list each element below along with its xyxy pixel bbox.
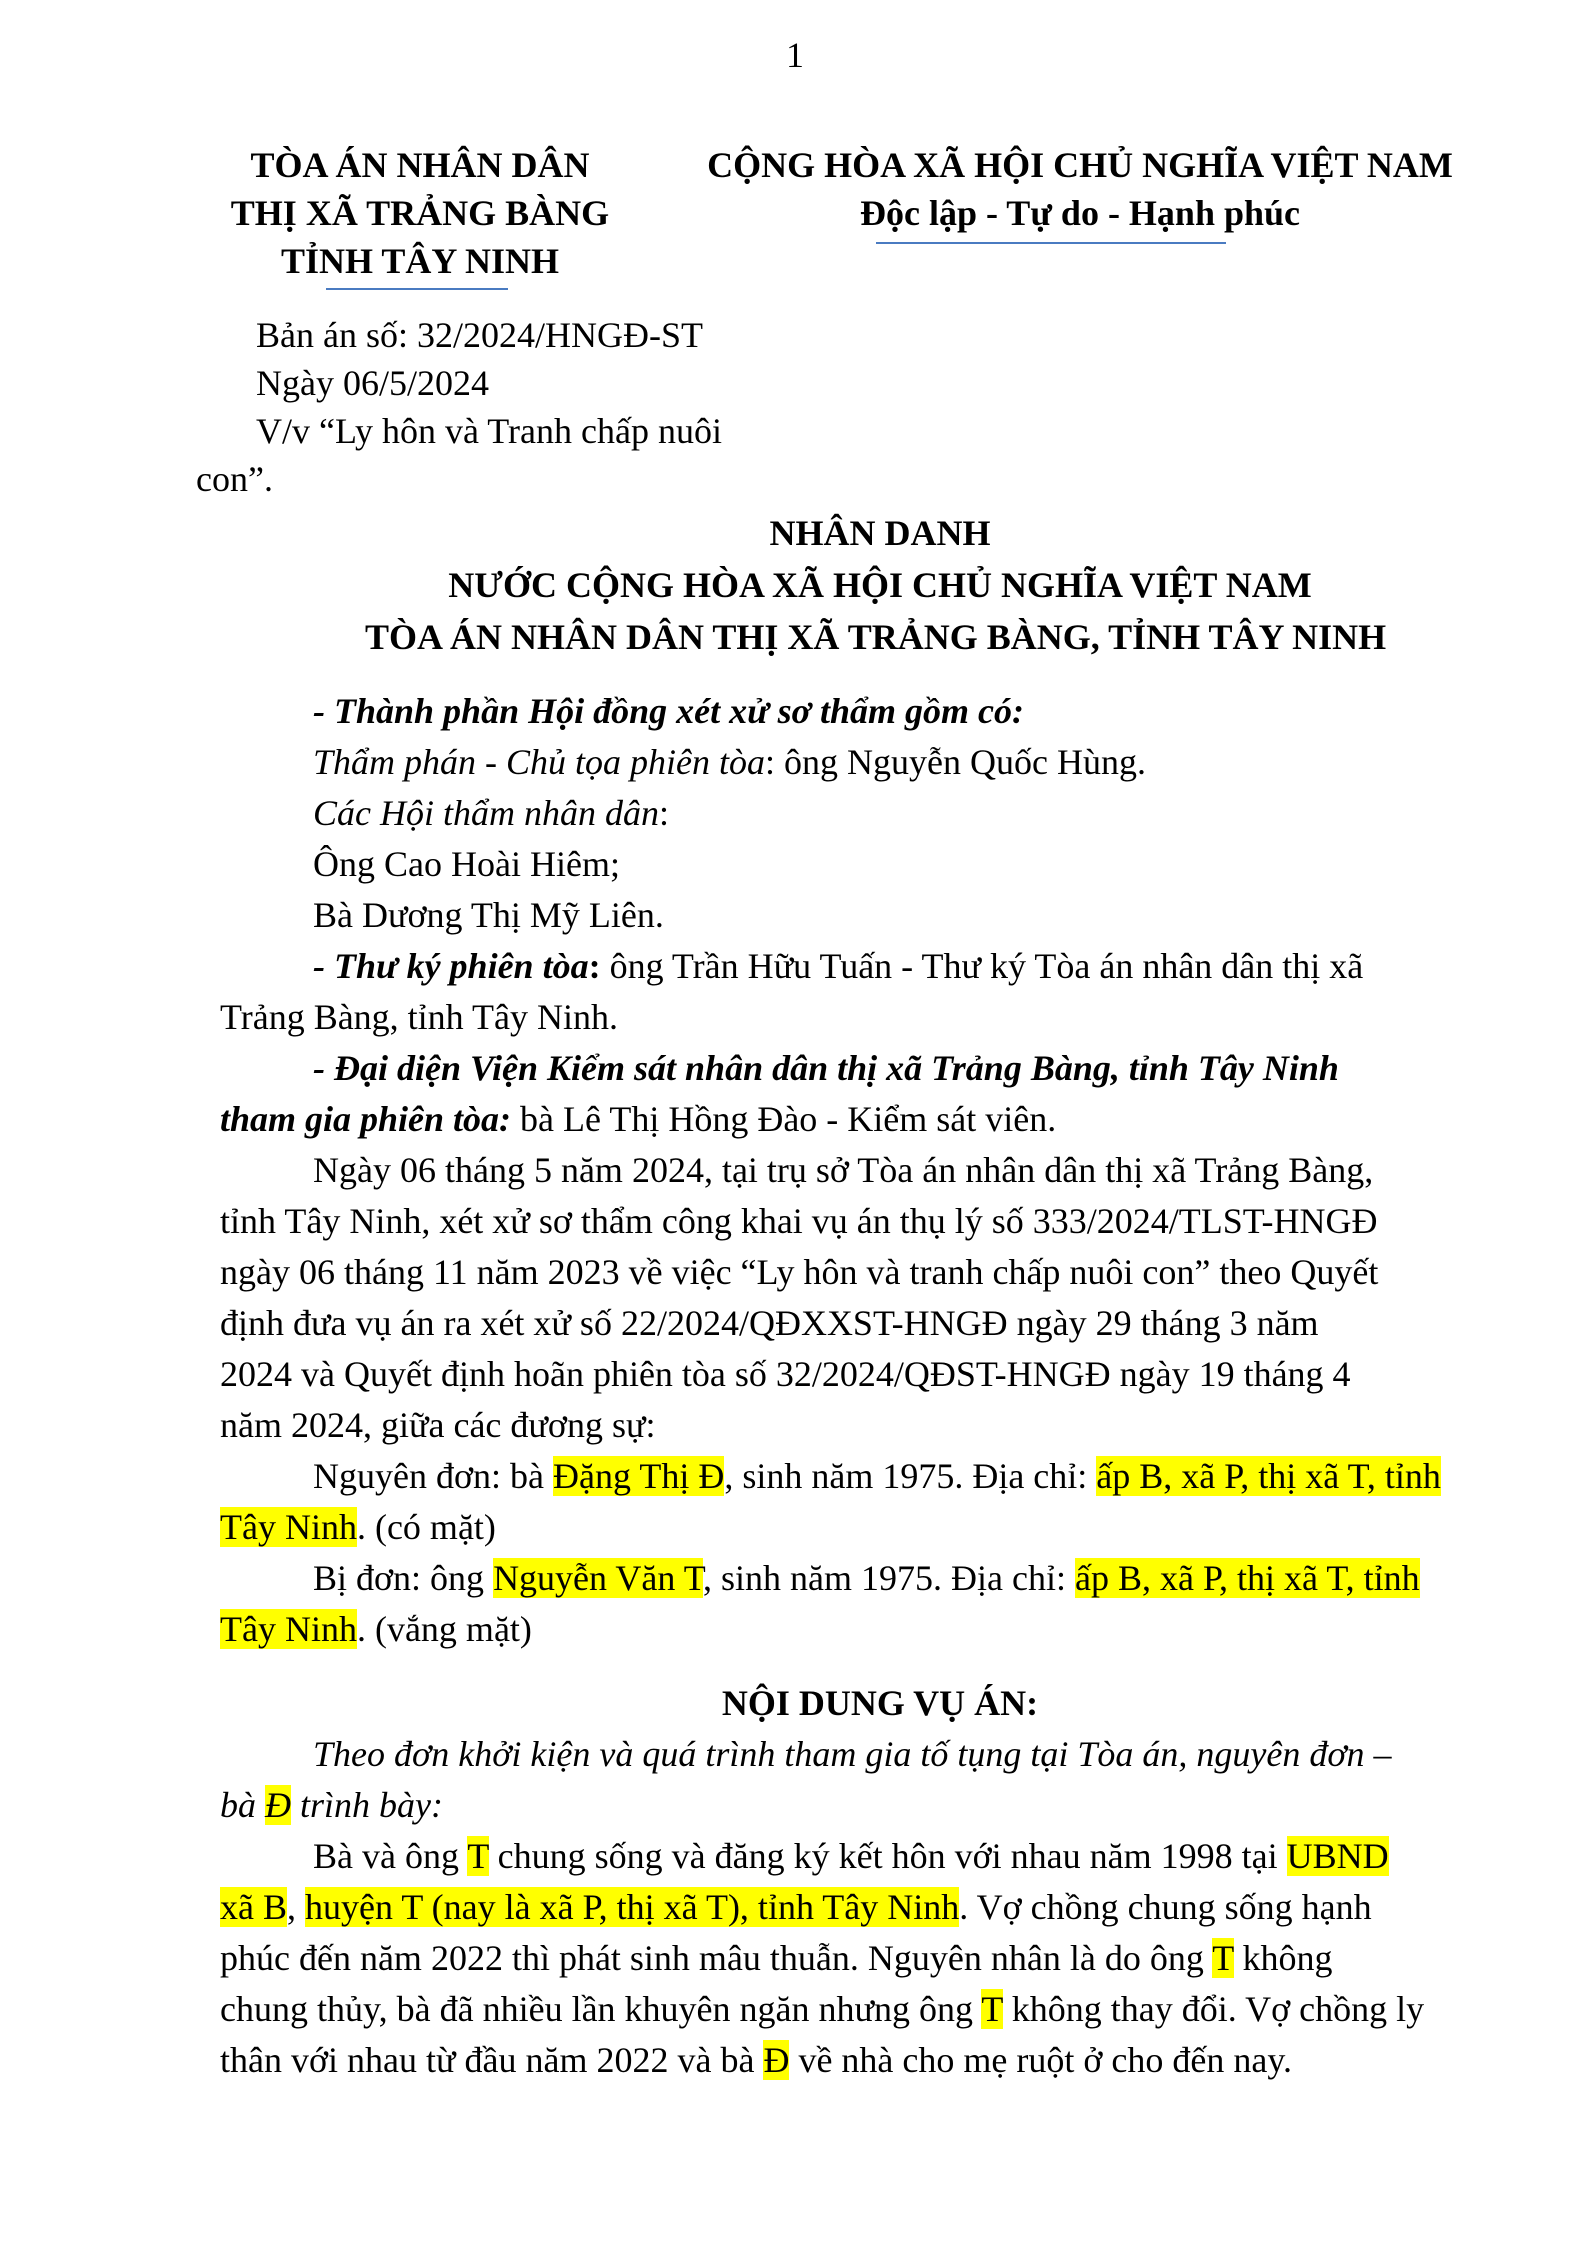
juror-2: Bà Dương Thị Mỹ Liên. <box>313 895 664 935</box>
hearing-line-4: định đưa vụ án ra xét xử số 22/2024/QĐXXST-HNGĐ ngày 29 tháng 3 năm <box>220 1303 1319 1343</box>
defendant-line-2 <box>220 1604 532 1655</box>
hearing-line-3: ngày 06 tháng 11 năm 2023 về việc “Ly hôn và tranh chấp nuôi con” theo Quyết <box>220 1252 1379 1292</box>
juror-1: Ông Cao Hoài Hiêm; <box>313 844 620 884</box>
plaintiff-line-1 <box>313 1451 1441 1502</box>
defendant-line-1 <box>313 1553 1420 1604</box>
hearing-line-6: năm 2024, giữa các đương sự: <box>220 1405 656 1445</box>
statement-2-commune: xã B <box>220 1887 287 1927</box>
statement-4-defendant: T <box>981 1989 1003 2029</box>
statement-3a: phúc đến năm 2022 thì phát sinh mâu thuẫn. Nguyên nhân là do ông <box>220 1938 1213 1978</box>
court-clerk-colon: : <box>588 946 601 986</box>
statement-4b: không thay đổi. Vợ chồng ly <box>1002 1989 1425 2029</box>
plaintiff-line-2 <box>220 1502 496 1553</box>
statement-1-defendant: T <box>467 1836 489 1876</box>
procuracy-line-2 <box>220 1094 1056 1145</box>
statement-1a: Bà và ông <box>313 1836 468 1876</box>
statement-5a: thân với nhau từ đầu năm 2022 và bà <box>220 2040 764 2080</box>
defendant-province: Tây Ninh <box>220 1609 357 1649</box>
case-subject-line-2: con”. <box>196 459 273 499</box>
statement-2-district: huyện T (nay là xã P, thị xã T), tỉnh Tây Ninh <box>305 1887 960 1927</box>
statement-line-2 <box>220 1882 1372 1933</box>
defendant-name: Nguyễn Văn T <box>493 1558 704 1598</box>
hearing-line-2: tỉnh Tây Ninh, xét xử sơ thẩm công khai vụ án thụ lý số 333/2024/TLST-HNGĐ <box>220 1201 1378 1241</box>
plaintiff-birth: , sinh năm 1975. Địa chỉ: <box>724 1456 1097 1496</box>
statement-5b: về nhà cho mẹ ruột ở cho đến nay. <box>789 2040 1292 2080</box>
hearing-line-5: 2024 và Quyết định hoãn phiên tòa số 32/2024/QĐST-HNGĐ ngày 19 tháng 4 <box>220 1354 1351 1394</box>
statement-3b: không <box>1233 1938 1333 1978</box>
case-subject-line-1: V/v “Ly hôn và Tranh chấp nuôi <box>256 411 722 451</box>
national-motto-underline <box>876 242 1226 244</box>
defendant-prefix: Bị đơn: ông <box>313 1558 494 1598</box>
judgment-date: Ngày 06/5/2024 <box>256 363 489 403</box>
national-title: CỘNG HÒA XÃ HỘI CHỦ NGHĨA VIỆT NAM <box>707 145 1453 185</box>
statement-1b: chung sống và đăng ký kết hôn với nhau năm 1998 tại <box>488 1836 1287 1876</box>
hearing-line-1: Ngày 06 tháng 5 năm 2024, tại trụ sở Tòa án nhân dân thị xã Trảng Bàng, <box>313 1150 1374 1190</box>
case-intro-line-1: Theo đơn khởi kiện và quá trình tham gia tố tụng tại Tòa án, nguyên đơn – <box>313 1734 1392 1774</box>
statement-3-defendant: T <box>1212 1938 1234 1978</box>
plaintiff-status: . (có mặt) <box>356 1507 496 1547</box>
court-clerk <box>313 941 1363 992</box>
plaintiff-name: Đặng Thị Đ <box>553 1456 725 1496</box>
court-clerk-value: ông Trần Hữu Tuấn - Thư ký Tòa án nhân dân thị xã <box>600 946 1364 986</box>
title-in-the-name: NHÂN DANH <box>769 513 991 553</box>
court-name-line-3: TỈNH TÂY NINH <box>280 241 560 281</box>
statement-1-ubnd: UBND <box>1286 1836 1389 1876</box>
intro-prefix: bà <box>220 1785 265 1825</box>
national-motto: Độc lập - Tự do - Hạnh phúc <box>859 193 1301 233</box>
case-content-heading: NỘI DUNG VỤ ÁN: <box>721 1683 1039 1723</box>
people-jurors-label: Các Hội thẩm nhân dân <box>313 793 659 833</box>
intro-plaintiff: Đ <box>265 1785 291 1825</box>
statement-line-5 <box>220 2035 1292 2086</box>
statement-2-rest: . Vợ chồng chung sống hạnh <box>959 1887 1372 1927</box>
court-name-line-2: THỊ XÃ TRẢNG BÀNG <box>230 193 610 233</box>
people-jurors-heading <box>313 788 669 839</box>
title-court: TÒA ÁN NHÂN DÂN THỊ XÃ TRẢNG BÀNG, TỈNH TÂY NINH <box>365 617 1387 657</box>
defendant-status: . (vắng mặt) <box>356 1609 532 1649</box>
statement-line-1 <box>313 1831 1389 1882</box>
title-country: NƯỚC CỘNG HÒA XÃ HỘI CHỦ NGHĨA VIỆT NAM <box>448 565 1312 605</box>
statement-2-comma: , <box>287 1887 305 1927</box>
statement-4a: chung thủy, bà đã nhiều lần khuyên ngăn nhưng ông <box>220 1989 982 2029</box>
plaintiff-province: Tây Ninh <box>220 1507 357 1547</box>
plaintiff-prefix: Nguyên đơn: bà <box>313 1456 553 1496</box>
defendant-address: ấp B, xã P, thị xã T, tỉnh <box>1075 1558 1420 1598</box>
presiding-judge <box>313 737 1146 788</box>
court-clerk-line-2: Trảng Bàng, tỉnh Tây Ninh. <box>220 997 619 1037</box>
statement-5-plaintiff: Đ <box>763 2040 790 2080</box>
case-intro-line-2 <box>220 1780 443 1831</box>
court-name-underline <box>326 288 508 290</box>
panel-heading: - Thành phần Hội đồng xét xử sơ thẩm gồm có: <box>313 691 1024 731</box>
judgment-number: Bản án số: 32/2024/HNGĐ-ST <box>256 315 703 355</box>
page-number: 1 <box>786 35 804 75</box>
statement-line-3 <box>220 1933 1333 1984</box>
plaintiff-address: ấp B, xã P, thị xã T, tỉnh <box>1096 1456 1441 1496</box>
procuracy-label-2: tham gia phiên tòa: <box>220 1099 512 1139</box>
intro-suffix: trình bày: <box>291 1785 443 1825</box>
presiding-judge-value: : ông Nguyễn Quốc Hùng. <box>765 742 1146 782</box>
court-name-line-1: TÒA ÁN NHÂN DÂN <box>250 145 590 185</box>
defendant-birth: , sinh năm 1975. Địa chỉ: <box>703 1558 1075 1598</box>
court-clerk-label: - Thư ký phiên tòa <box>313 946 589 986</box>
presiding-judge-label: Thẩm phán - Chủ tọa phiên tòa <box>313 742 766 782</box>
procuracy-value: bà Lê Thị Hồng Đào - Kiểm sát viên. <box>511 1099 1057 1139</box>
procuracy-label: - Đại diện Viện Kiểm sát nhân dân thị xã Trảng Bàng, tỉnh Tây Ninh <box>313 1048 1339 1088</box>
people-jurors-colon: : <box>659 793 670 833</box>
statement-line-4 <box>220 1984 1424 2035</box>
